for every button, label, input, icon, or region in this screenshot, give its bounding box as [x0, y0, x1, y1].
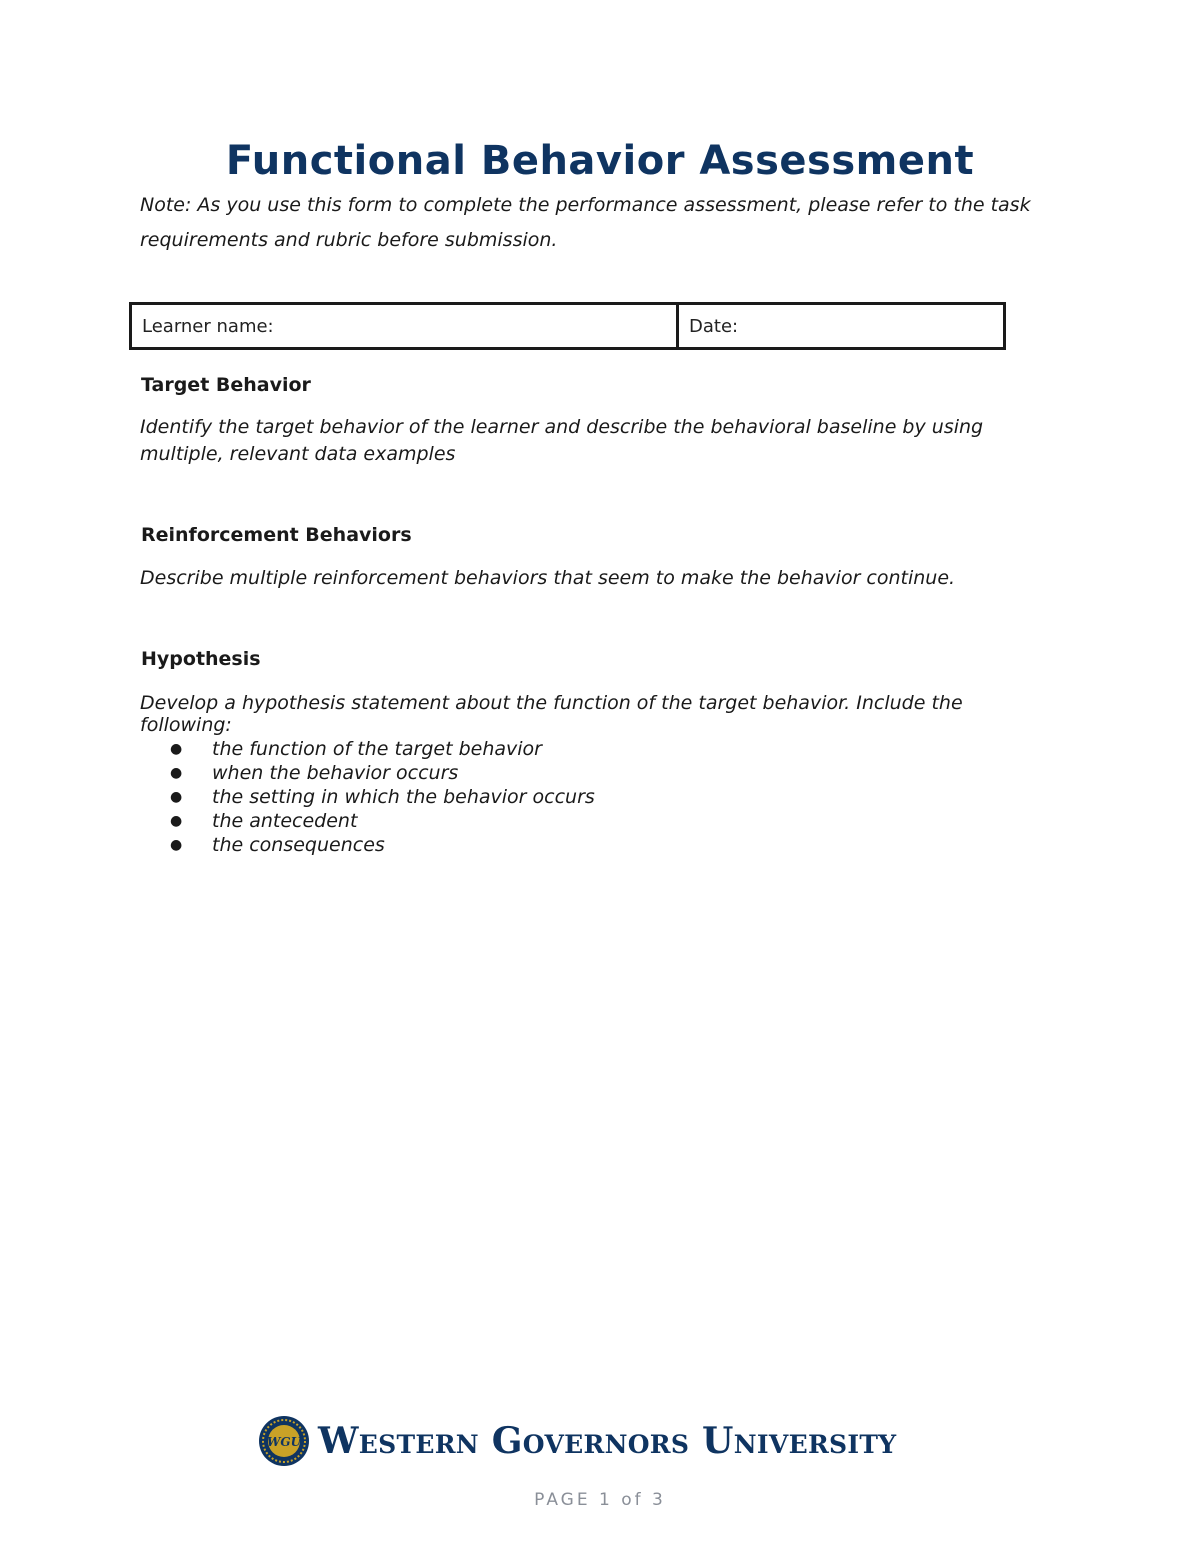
hypothesis-heading: Hypothesis — [141, 648, 261, 670]
bullet-icon: ● — [170, 837, 183, 853]
instruction-note: Note: As you use this form to complete the performance assessment, please refer to the task requirements and rubric before submission. — [140, 194, 1031, 251]
table-row — [131, 304, 1005, 349]
bullet-icon: ● — [170, 789, 183, 805]
university-logo — [258, 1413, 896, 1469]
list-item-text: when the behavior occurs — [212, 762, 459, 784]
seal-monogram: WGU — [266, 1435, 302, 1449]
university-wordmark: Western Governors University — [318, 1420, 897, 1462]
hypothesis-text: Develop a hypothesis statement about the function of the target behavior. Include the following: — [140, 692, 963, 736]
learner-name-cell[interactable]: Learner name: — [131, 304, 678, 349]
list-item-text: the consequences — [212, 834, 385, 856]
date-cell[interactable]: Date: — [678, 304, 1005, 349]
learner-info-table — [129, 302, 1006, 350]
bullet-icon: ● — [170, 741, 183, 757]
reinforcement-text: Describe multiple reinforcement behaviors that seem to make the behavior continue. — [140, 567, 956, 589]
list-item-text: the function of the target behavior — [212, 738, 542, 760]
university-seal-icon — [258, 1415, 310, 1467]
target-behavior-heading: Target Behavior — [141, 374, 311, 396]
bullet-icon: ● — [170, 765, 183, 781]
page-number: PAGE 1 of 3 — [534, 1490, 666, 1510]
reinforcement-heading: Reinforcement Behaviors — [141, 524, 412, 546]
list-item-text: the antecedent — [212, 810, 358, 832]
bullet-icon: ● — [170, 813, 183, 829]
document-title: Functional Behavior Assessment — [225, 138, 975, 184]
list-item-text: the setting in which the behavior occurs — [212, 786, 595, 808]
target-behavior-text: Identify the target behavior of the learner and describe the behavioral baseline by using multiple, relevant data examples — [140, 416, 984, 465]
